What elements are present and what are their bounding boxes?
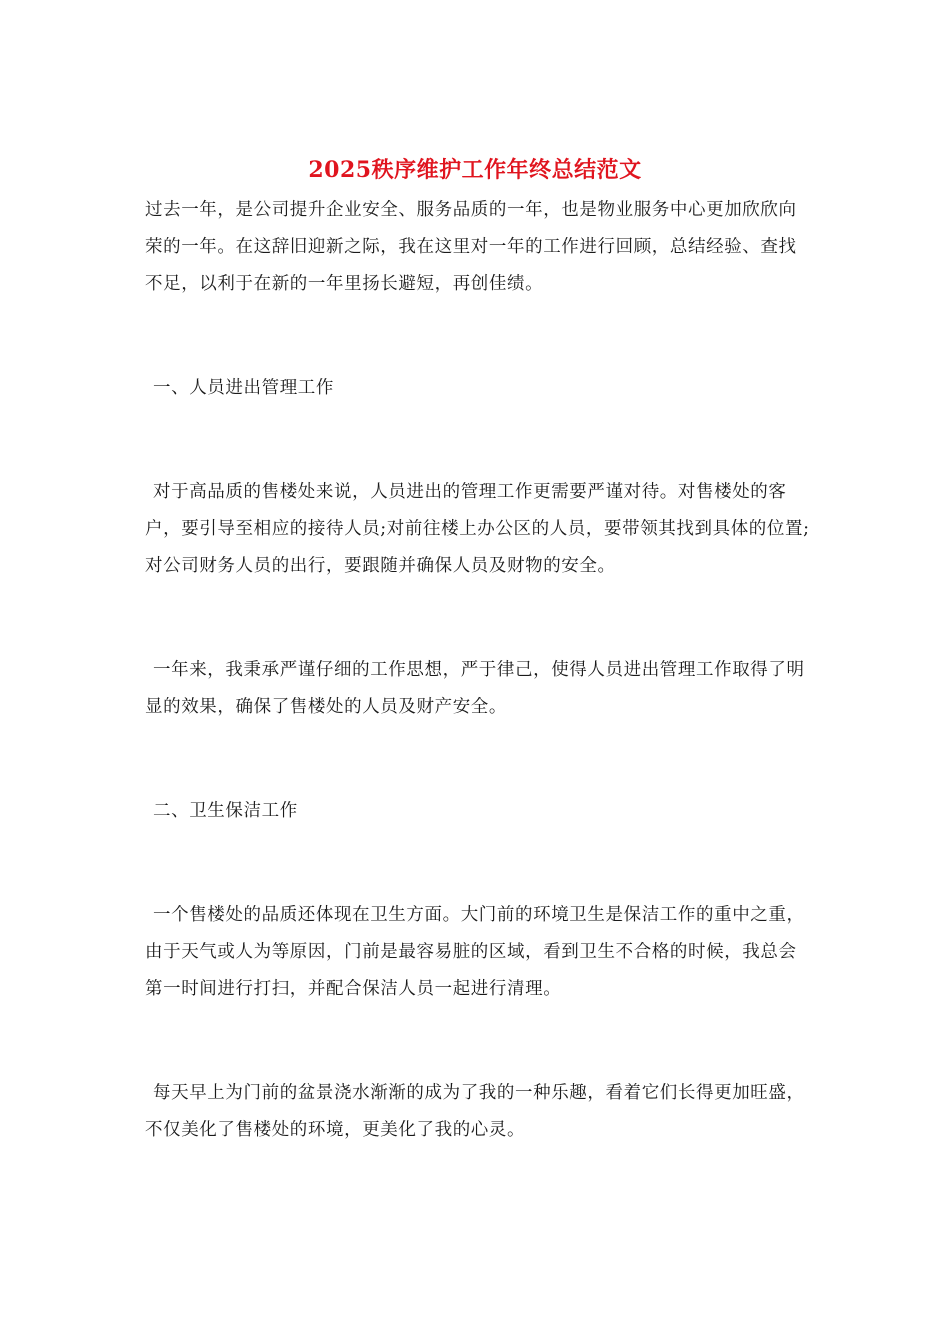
section-heading-personnel: 一、人员进出管理工作 xyxy=(153,378,334,398)
paragraph-cleaning-1: 一个售楼处的品质还体现在卫生方面。大门前的环境卫生是保洁工作的重中之重，由于天气或人为等原因，门前是最容易脏的区域，看到卫生不合格的时候，我总会第一时间进行打扫，并配合保洁人员一起进行清理。 xyxy=(145,905,805,999)
intro-paragraph: 过去一年，是公司提升企业安全、服务品质的一年，也是物业服务中心更加欣欣向荣的一年。在这辞旧迎新之际，我在这里对一年的工作进行回顾，总结经验、查找不足，以利于在新的一年里扬长避短，再创佳绩。 xyxy=(145,200,797,294)
paragraph-personnel-1: 对于高品质的售楼处来说，人员进出的管理工作更需要严谨对待。对售楼处的客户，要引导至相应的接待人员;对前往楼上办公区的人员，要带领其找到具体的位置;对公司财务人员的出行，要跟随并确保人员及财物的安全。 xyxy=(145,482,810,576)
section-heading-cleaning: 二、卫生保洁工作 xyxy=(153,801,298,821)
paragraph-cleaning-2: 每天早上为门前的盆景浇水渐渐的成为了我的一种乐趣，看着它们长得更加旺盛，不仅美化了售楼处的环境，更美化了我的心灵。 xyxy=(145,1083,805,1140)
document-title: 2025秩序维护工作年终总结范文 xyxy=(308,157,642,183)
paragraph-personnel-2: 一年来，我秉承严谨仔细的工作思想，严于律己，使得人员进出管理工作取得了明显的效果，确保了售楼处的人员及财产安全。 xyxy=(145,660,805,717)
